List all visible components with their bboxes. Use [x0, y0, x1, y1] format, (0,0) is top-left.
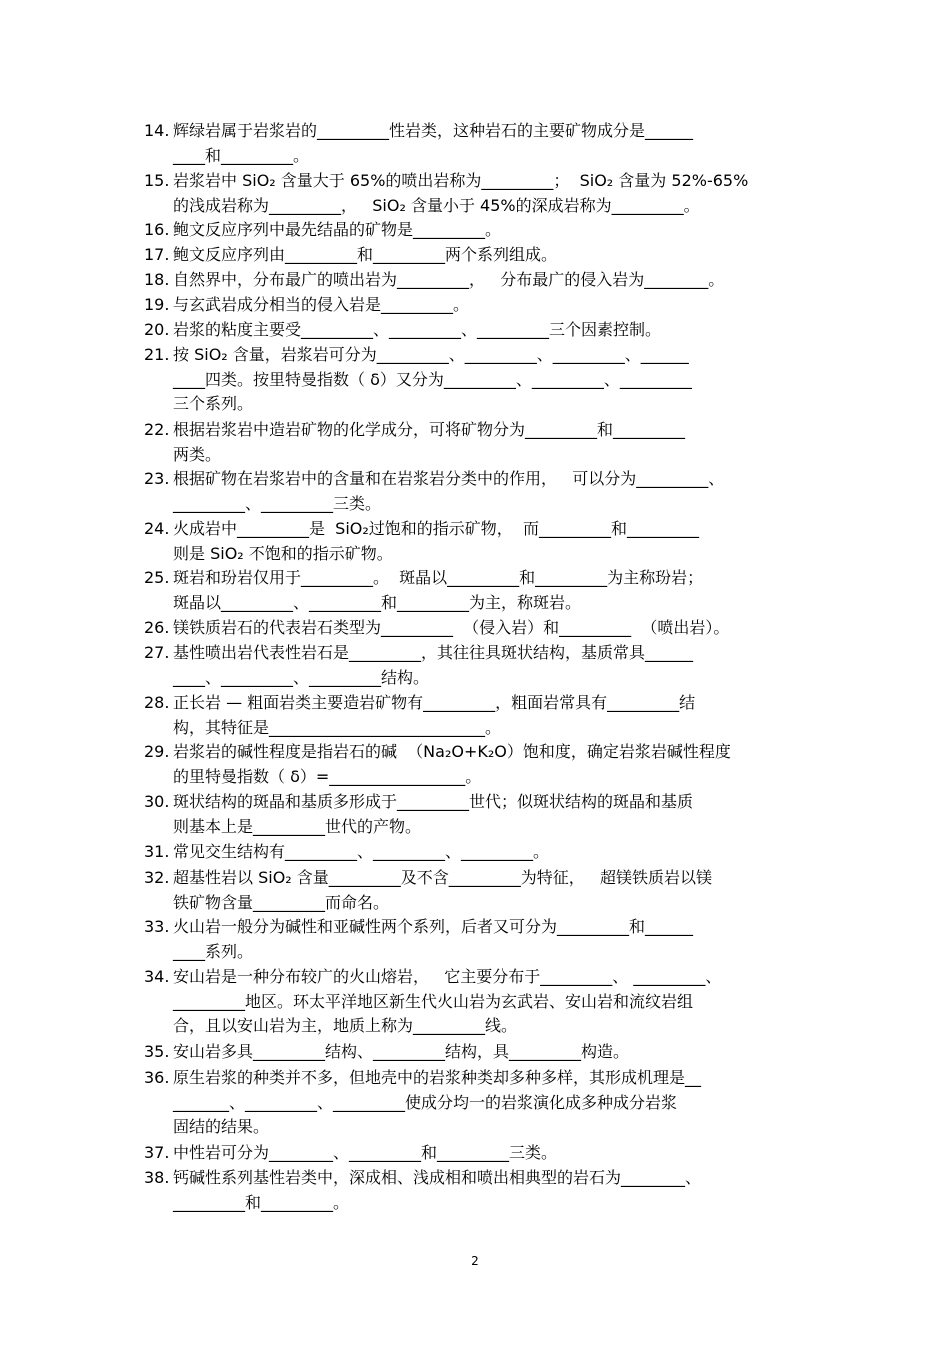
question-text: 两类。 — [173, 444, 222, 464]
page-number: 2 — [471, 1254, 479, 1268]
question-33 — [144, 915, 816, 964]
question-37 — [144, 1141, 816, 1166]
question-text: 斑晶以_________、_________和_________为主，称斑岩。 — [173, 592, 582, 612]
question-text: 岩浆岩中 SiO₂ 含量大于 65%的喷出岩称为_________； SiO₂ 含量为 52%-65% — [173, 171, 749, 190]
question-number: 23. — [144, 469, 170, 488]
question-number: 19. — [144, 295, 170, 314]
question-text: 铁矿物含量_________而命名。 — [173, 892, 390, 912]
question-text: 合，且以安山岩为主，地质上称为_________线。 — [173, 1016, 518, 1035]
question-16 — [144, 218, 816, 243]
question-15 — [144, 169, 816, 218]
question-22 — [144, 418, 816, 467]
question-text: 超基性岩以 SiO₂ 含量_________及不含_________为特征， 超镁铁质岩以镁 — [173, 868, 713, 887]
question-text: 固结的结果。 — [173, 1117, 270, 1136]
question-text: 斑状结构的斑晶和基质多形成于_________世代；似斑状结构的斑晶和基质 — [173, 792, 694, 811]
question-23 — [144, 467, 816, 516]
question-text: 根据矿物在岩浆岩中的含量和在岩浆岩分类中的作用， 可以分为_________、 — [173, 469, 725, 488]
question-28 — [144, 691, 816, 740]
question-text: 鲍文反应序列中最先结晶的矿物是_________。 — [173, 220, 502, 239]
question-number: 30. — [144, 792, 170, 811]
question-text: 安山岩是一种分布较广的火山熔岩， 它主要分布于_________、 _________、 — [173, 967, 722, 986]
question-text: 原生岩浆的种类并不多，但地壳中的岩浆种类却多种多样，其形成机理是__ — [173, 1068, 702, 1087]
question-text: 岩浆岩的碱性程度是指岩石的碱 （Na₂O+K₂O）饱和度，确定岩浆岩碱性程度 — [173, 742, 731, 761]
question-text: ____系列。 — [173, 941, 254, 961]
question-19 — [144, 293, 816, 318]
question-text: ____和_________。 — [173, 145, 310, 165]
question-number: 20. — [144, 320, 170, 339]
question-text: 火山岩一般分为碱性和亚碱性两个系列，后者又可分为_________和______ — [173, 917, 694, 936]
question-text: 辉绿岩属于岩浆岩的_________性岩类，这种岩石的主要矿物成分是______ — [173, 121, 694, 140]
question-text: 的浅成岩称为_________， SiO₂ 含量小于 45%的深成岩称为_________。 — [173, 195, 700, 215]
question-29 — [144, 740, 816, 789]
question-number: 33. — [144, 917, 170, 936]
question-14 — [144, 119, 816, 168]
question-number: 36. — [144, 1068, 170, 1087]
question-text: 与玄武岩成分相当的侵入岩是_________。 — [173, 295, 470, 314]
question-35 — [144, 1040, 816, 1065]
question-34 — [144, 965, 816, 1039]
question-text: 三个系列。 — [173, 394, 254, 413]
question-number: 24. — [144, 519, 170, 538]
question-number: 37. — [144, 1143, 170, 1162]
question-number: 18. — [144, 270, 170, 289]
question-38 — [144, 1166, 816, 1215]
question-text: 的里特曼指数（ δ）=_________________。 — [173, 766, 482, 786]
question-27 — [144, 641, 816, 690]
question-number: 26. — [144, 618, 170, 637]
question-number: 16. — [144, 220, 170, 239]
question-text: 镁铁质岩石的代表岩石类型为_________ （侵入岩）和_________ （喷出岩）。 — [173, 618, 730, 637]
question-number: 38. — [144, 1168, 170, 1187]
question-number: 32. — [144, 868, 170, 887]
question-text: 自然界中，分布最广的喷出岩为_________， 分布最广的侵入岩为________。 — [173, 270, 725, 289]
question-text: 常见交生结构有_________、_________、_________。 — [173, 842, 550, 861]
question-26 — [144, 616, 816, 641]
question-text: 斑岩和玢岩仅用于_________。 斑晶以_________和_________为主称玢岩； — [173, 568, 704, 587]
question-number: 29. — [144, 742, 170, 761]
question-text: _______、_________、_________使成分均一的岩浆演化成多种成分岩浆 — [173, 1092, 678, 1112]
question-text: 基性喷出岩代表性岩石是_________，其往往具斑状结构，基质常具______ — [173, 643, 694, 662]
question-number: 15. — [144, 171, 170, 190]
question-text: 岩浆的粘度主要受_________、_________、_________三个因素控制。 — [173, 320, 662, 339]
question-text: 火成岩中_________是 SiO₂过饱和的指示矿物， 而_________和_________ — [173, 519, 699, 538]
question-21 — [144, 343, 816, 417]
question-number: 27. — [144, 643, 170, 662]
question-number: 34. — [144, 967, 170, 986]
question-31 — [144, 840, 816, 865]
question-text: 按 SiO₂ 含量，岩浆岩可分为_________、_________、_________、______ — [173, 345, 689, 364]
question-number: 17. — [144, 245, 170, 264]
question-17 — [144, 243, 816, 268]
question-text: 则基本上是_________世代的产物。 — [173, 816, 422, 836]
question-text: _________地区。环太平洋地区新生代火山岩为玄武岩、安山岩和流纹岩组 — [173, 991, 694, 1011]
question-text: 则是 SiO₂ 不饱和的指示矿物。 — [173, 543, 393, 563]
question-18 — [144, 268, 816, 293]
question-number: 22. — [144, 420, 170, 439]
question-32 — [144, 866, 816, 915]
question-number: 35. — [144, 1042, 170, 1061]
question-text: 中性岩可分为________、_________和_________三类。 — [173, 1143, 558, 1162]
question-text: 安山岩多具_________结构、_________结构，具_________构造。 — [173, 1042, 630, 1061]
question-number: 14. — [144, 121, 170, 140]
question-25 — [144, 566, 816, 615]
question-text: 根据岩浆岩中造岩矿物的化学成分，可将矿物分为_________和_________ — [173, 420, 686, 439]
question-text: 构，其特征是___________________________。 — [173, 717, 502, 737]
question-number: 28. — [144, 693, 170, 712]
question-24 — [144, 517, 816, 566]
question-text: 正长岩 — 粗面岩类主要造岩矿物有_________，粗面岩常具有_________结 — [173, 693, 696, 712]
question-20 — [144, 318, 816, 343]
question-text: ____四类。按里特曼指数（ δ）又分为_________、_________、_________ — [173, 369, 692, 389]
question-text: ____、_________、_________结构。 — [173, 667, 430, 687]
question-text: 鲍文反应序列由_________和_________两个系列组成。 — [173, 245, 558, 264]
question-number: 25. — [144, 568, 170, 587]
question-30 — [144, 790, 816, 839]
question-text: _________和_________。 — [173, 1192, 350, 1212]
question-text: _________、_________三类。 — [173, 493, 382, 513]
question-text: 钙碱性系列基性岩类中，深成相、浅成相和喷出相典型的岩石为________、 — [173, 1168, 702, 1187]
question-36 — [144, 1066, 816, 1140]
question-number: 21. — [144, 345, 170, 364]
question-number: 31. — [144, 842, 170, 861]
